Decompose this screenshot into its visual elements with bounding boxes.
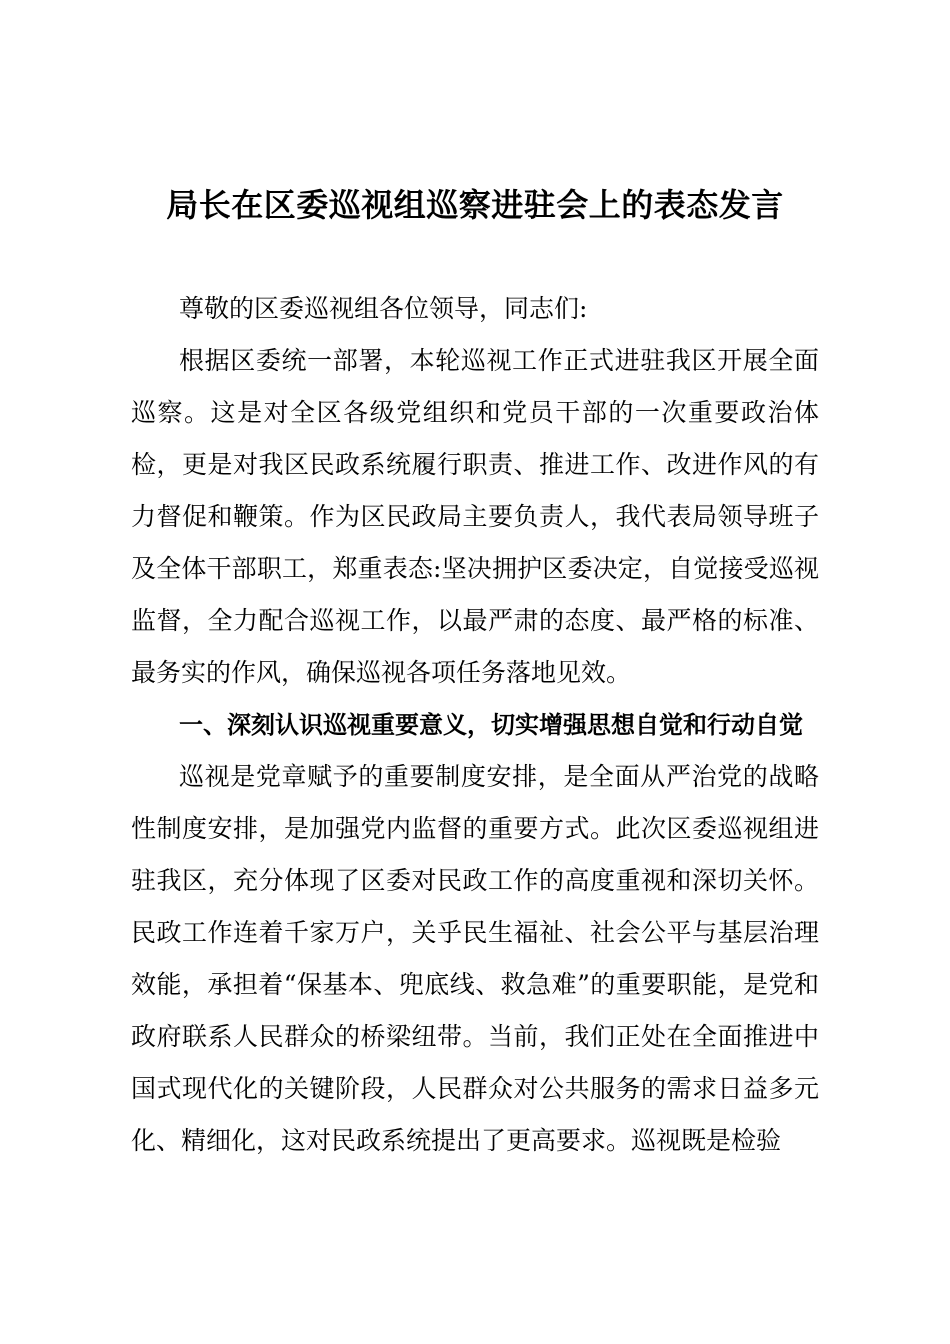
section-1-paragraph: 巡视是党章赋予的重要制度安排，是全面从严治党的战略性制度安排，是加强党内监督的重要方式。此次区委巡视组进驻我区，充分体现了区委对民政工作的高度重视和深切关怀。民政工作连着千家万户，关乎民生福祉、社会公平与基层治理效能，承担着“保基本、兜底线、救急难”的重要职能，是党和政府联系人民群众的桥梁纽带。当前，我们正处在全面推进中国式现代化的关键阶段，人民群众对公共服务的需求日益多元化、精细化，这对民政系统提出了更高要求。巡视既是检验 xyxy=(131,762,819,1155)
intro-paragraph: 根据区委统一部署，本轮巡视工作正式进驻我区开展全面巡察。这是对全区各级党组织和党员干部的一次重要政治体检，更是对我区民政系统履行职责、推进工作、改进作风的有力督促和鞭策。作为区民政局主要负责人，我代表局领导班子及全体干部职工，郑重表态:坚决拥护区委决定，自觉接受巡视监督，全力配合巡视工作，以最严肃的态度、最严格的标准、最务实的作风，确保巡视各项任务落地见效。 xyxy=(131,346,819,687)
greeting-paragraph: 尊敬的区委巡视组各位领导，同志们: xyxy=(179,294,588,323)
document-title: 局长在区委巡视组巡察进驻会上的表态发言 xyxy=(166,186,784,224)
section-heading-1: 一、深刻认识巡视重要意义，切实增强思想自觉和行动自觉 xyxy=(179,711,803,739)
document-body xyxy=(131,283,819,1167)
